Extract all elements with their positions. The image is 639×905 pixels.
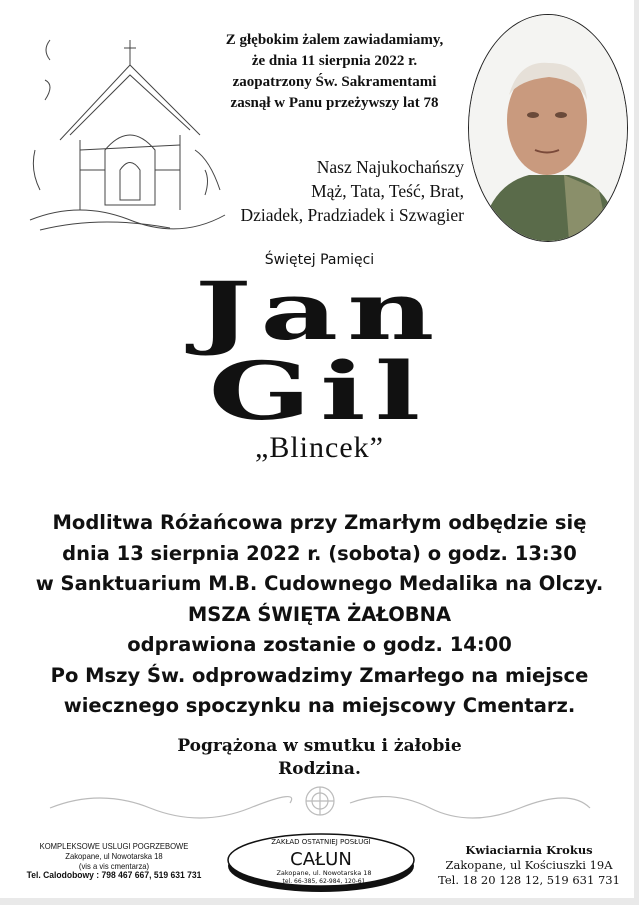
portrait-photo: [468, 14, 628, 242]
services-title: KOMPLEKSOWE USLUGI POGRZEBOWE: [39, 841, 189, 851]
family-roles: [214, 155, 464, 227]
ceremony-line: w Sanktuarium M.B. Cudownego Medalika na Olczy.: [35, 572, 604, 595]
ornament-divider: [40, 783, 600, 823]
announcement-text: [222, 30, 447, 114]
first-name: Jan: [194, 264, 444, 358]
ceremony-line: wiecznego spoczynku na miejscowy Cmentarz.: [63, 694, 576, 717]
ceremony-line: dnia 13 sierpnia 2022 r. (sobota) o godz. 13:30: [62, 541, 577, 565]
ceremony-line: odprawiona zostanie o godz. 14:00: [127, 633, 512, 656]
ceremony-line: Modlitwa Różańcowa przy Zmarłym odbędzie się: [52, 511, 587, 534]
family-line: Nasz Najukochańszy: [316, 157, 464, 177]
family-line: Mąż, Tata, Teść, Brat,: [311, 181, 464, 201]
florist-address: Zakopane, ul Kościuszki 19A: [445, 858, 613, 872]
ceremony-details: [0, 508, 639, 722]
logo-address: Zakopane, ul. Nowotarska 18: [276, 869, 372, 877]
signature-line: Pogrążona w smutku i żałobie: [177, 736, 462, 756]
florist-info: [424, 843, 634, 888]
nickname: „Blincek”: [255, 431, 384, 464]
family-line: Dziadek, Pradziadek i Szwagier: [240, 205, 464, 225]
florist-phone: Tel. 18 20 128 12, 519 631 731: [438, 873, 620, 887]
ceremony-line: Po Mszy Św. odprowadzimy Zmarłego na miejsce: [50, 663, 589, 687]
intro-line: zasnął w Panu przeżywszy lat 78: [230, 95, 439, 111]
ceremony-line: MSZA ŚWIĘTA ŻAŁOBNA: [187, 602, 452, 626]
services-address: Zakopane, ul Nowotarska 18: [65, 851, 163, 861]
intro-line: zaopatrzony Św. Sakramentami: [232, 74, 437, 90]
last-name: Gil: [208, 344, 430, 438]
memory-label: Świętej Pamięci: [264, 252, 375, 268]
funeral-services-info: [24, 841, 204, 881]
calun-logo: [224, 832, 419, 894]
signature: [0, 735, 639, 781]
services-note: (vis a vis cmentarza): [78, 861, 150, 871]
logo-phones: tel. 66-385, 62-984, 120-61: [282, 878, 366, 885]
signature-family: Rodzina.: [278, 759, 361, 779]
chapel-drawing: [20, 20, 230, 235]
logo-name: CAŁUN: [290, 849, 352, 870]
florist-name: Kwiaciarnia Krokus: [465, 843, 593, 857]
services-phone: Tel. Calodobowy : 798 467 667, 519 631 731: [26, 870, 202, 881]
intro-line: Z głębokim żalem zawiadamiamy,: [225, 32, 444, 48]
logo-top-text: ZAKŁAD OSTATNIEJ POSŁUGI: [271, 838, 371, 846]
intro-line: że dnia 11 sierpnia 2022 r.: [251, 53, 418, 69]
